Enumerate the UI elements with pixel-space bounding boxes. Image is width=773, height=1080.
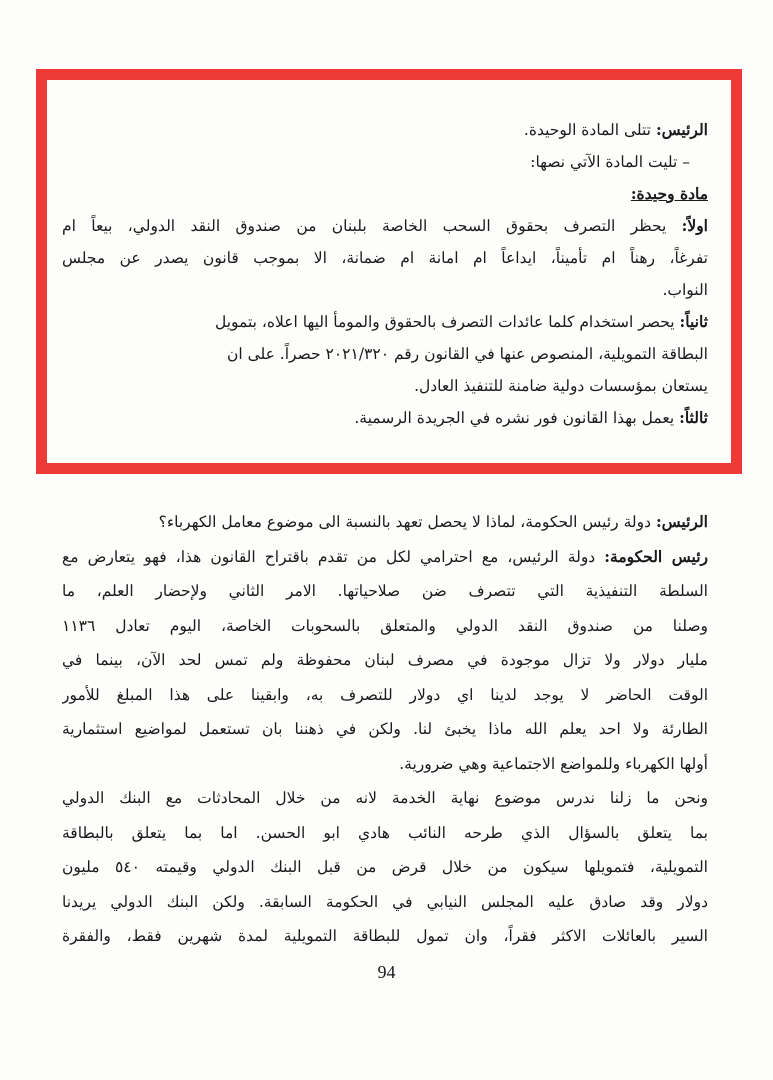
text-line xyxy=(62,306,708,338)
line-text: وصلنا من صندوق النقد الدولي والمتعلق بالسحوبات الخاصة، اليوم تعادل ١١٣٦ xyxy=(62,616,708,635)
line-text: ، المنصوص عنها في القانون رقم ٢٠٢١/٣٢٠ حصراً. على ان xyxy=(226,345,604,363)
text-line xyxy=(62,781,708,816)
text-line xyxy=(62,274,708,306)
line-text: بما يتعلق بالسؤال الذي طرحه النائب هادي ابو الحسن. اما بما يتعلق بالبطاقة xyxy=(62,823,708,842)
line-text: مليار دولار ولا تزال موجودة في مصرف لبنان محفوظة ولم تمس لحد الآن، بينما في xyxy=(62,651,708,669)
line-text: يحصر استخدام كلما عائدات التصرف بالحقوق والمومأ اليها اعلاه، xyxy=(256,313,680,331)
speaker-label: الرئيس: xyxy=(655,512,708,531)
text-line xyxy=(62,114,708,146)
line-text: الطارئة ولا احد يعلم الله ماذا يخبئ لنا. ولكن في ذهننا بان تستعمل لمواضيع استثمارية xyxy=(62,720,708,738)
line-text: تتلى المادة الوحيدة. xyxy=(523,121,656,139)
highlighted-section xyxy=(62,114,708,434)
text-line xyxy=(62,816,708,851)
line-text: دولار وقد صادق عليه المجلس النيابي في الحكومة السابقة. ولكن البنك الدولي يريدنا xyxy=(62,892,708,911)
text-line xyxy=(62,574,708,609)
line-text: السلطة التنفيذية التي تتصرف ضن صلاحياتها. الامر الثاني ولإحضار العلم، ما xyxy=(62,582,708,600)
text-line xyxy=(62,747,708,782)
text-line xyxy=(62,402,708,434)
red-underlined-phrase: بتمويل xyxy=(215,306,257,338)
clause-label: ثانياً: xyxy=(679,312,708,331)
body-section xyxy=(62,505,708,954)
text-line xyxy=(62,919,708,954)
speaker-label: رئيس الحكومة: xyxy=(604,546,708,566)
text-line xyxy=(62,712,708,747)
speaker-label: الرئيس: xyxy=(655,120,708,139)
text-line xyxy=(62,643,708,678)
text-line xyxy=(62,146,708,178)
text-line xyxy=(62,242,708,274)
clause-label: ثالثاً: xyxy=(679,408,708,427)
text-line xyxy=(62,210,708,242)
line-text: دولة رئيس الحكومة، لماذا لا يحصل تعهد بالنسبة الى موضوع معامل الكهرباء؟ xyxy=(158,513,656,531)
line-text: أولها الكهرباء وللمواضع الاجتماعية وهي ضرورية. xyxy=(399,754,708,773)
article-heading: مادة وحيدة: xyxy=(630,184,708,203)
line-text: يحظر التصرف بحقوق السحب الخاصة بلبنان من صندوق النقد الدولي، بيعاً ام xyxy=(62,217,682,235)
text-line xyxy=(62,850,708,885)
line-text: يعمل بهذا القانون فور نشره في الجريدة الرسمية. xyxy=(354,409,680,427)
text-line xyxy=(62,540,708,575)
text-line xyxy=(62,678,708,713)
line-text: الوقت الحاضر لا يوجد لدينا اي دولار للتصرف به، وابقينا على هذا المبلغ للأمور xyxy=(62,685,708,704)
text-line xyxy=(62,609,708,644)
text-line xyxy=(62,178,708,210)
text-line xyxy=(62,505,708,540)
line-text: السير بالعائلات الاكثر فقراً، وان تمول للبطاقة التمويلية لمدة شهرين فقط، والفقرة xyxy=(62,927,708,945)
text-line xyxy=(62,370,708,402)
line-text: النواب. xyxy=(662,281,708,299)
line-text: يستعان بمؤسسات دولية ضامنة للتنفيذ العادل. xyxy=(414,377,708,395)
line-text: ونحن ما زلنا ندرس موضوع نهاية الخدمة لانه من خلال المحادثات مع البنك الدولي xyxy=(62,789,708,807)
line-text: التمويلية، فتمويلها سيكون من خلال قرض من قبل البنك الدولي وقيمته ٥٤٠ مليون xyxy=(62,858,708,876)
clause-label: اولاً: xyxy=(681,216,708,235)
line-text: تفرغاً، رهناً ام تأميناً، ايداعاً ام امانة ام ضمانة، الا بموجب قانون يصدر عن مجلس xyxy=(62,249,708,267)
red-underlined-phrase: البطاقة التمويلية xyxy=(603,338,708,370)
text-line xyxy=(62,338,708,370)
page-number: 94 xyxy=(377,962,396,982)
line-text: – تليت المادة الآتي نصها: xyxy=(530,153,690,171)
line-text: دولة الرئيس، مع احترامي لكل من تقدم باقتراح القانون هذا، فهو يتعارض مع xyxy=(62,547,605,566)
text-line xyxy=(62,885,708,920)
